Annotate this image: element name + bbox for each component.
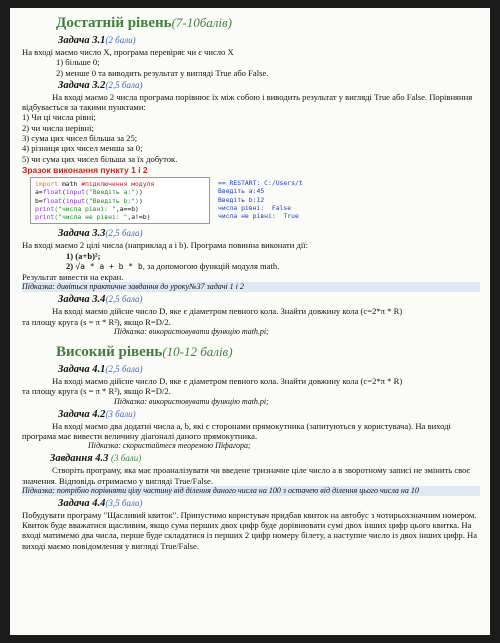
list-item: 1) більше 0; [56,57,100,68]
document-page [10,8,490,635]
list-item: 3) сума цих чисел більша за 25; [22,133,138,144]
task-3-1-title: Задача 3.1(2 бали) [58,35,136,46]
example-code-area [30,177,480,224]
task-3-1-intro: На вході маємо число X, програма перевіряє чи є число X [22,47,234,57]
task-4-1-title: Задача 4.1(2,5 бала) [58,364,143,376]
program-output: == RESTART: C:/Users/t Введіть a:45 Введіть b:12 числа рівні: False числа не рівні: True [218,179,303,221]
task-4-4-title: Задача 4.4(3,5 бала) [58,497,143,509]
example-title: Зразок виконання пункту 1 і 2 [22,164,148,175]
task-3-3-list [66,251,480,273]
list-item: 5) чи сума цих чисел більша за їх добуток. [22,153,178,164]
list-item: 4) різниця цих чисел менша за 0; [22,143,143,154]
task-3-4-title: Задача 3.4(2,5 бала) [58,294,143,306]
task-3-2-list [22,112,480,163]
task-3-3-result: Результат вивести на екран. [22,272,124,283]
section-title-sufficient: Достатній рівень(7-10балів) [56,15,233,31]
task-3-3-hint: Підказка: дивіться практичне завдання до уроку№37 задачі 1 і 2 [22,282,480,292]
task-3-4-text-2: та площу круга (s = π * R²), якщо R=D/2. [22,316,171,327]
list-item: 2) чи числа нерівні; [22,122,94,133]
task-3-4-text: На вході маємо дійсне число D, яке є діаметром певного кола. Знайти довжину кола (c=2*π * R) [52,306,403,317]
task-4-3-text: Створіть програму, яка має проаналізувати чи введене тризначне ціле число a в зворотному записі не змінить своє значення. Відповідь отримаємо у вигляді True/False. [22,465,471,486]
task-4-2-hint: Підказка: скористайтеся теоремою Піфагора; [88,441,251,451]
task-3-3-intro: На вході маємо 2 цілі числа (наприклад a і b). Програма повинна виконати дії: [22,240,308,251]
list-item: 2) менше 0 та виводить результат у вигляді True або False. [56,67,269,78]
task-3-2-intro: На вході маємо 2 числа програма порівнює їх між собою і виводить результат у вигляді True або False. Порівняння відбувається за такими пунктами: [22,91,473,113]
task-4-2-title: Задача 4.2(3 бали) [58,408,136,420]
task-4-2-text: На вході маємо два додатні числа a, b, які є сторонами прямокутника (запитуються у користувача). На виході програма має вивести величину діагоналі даного прямокутника. [22,420,451,441]
task-4-1-hint: Підказка: використовувати функцію math.pi; [114,396,269,406]
task-3-3-title: Задача 3.3(2,5 бала) [58,228,143,240]
section-title-high: Високий рівень(10-12 балів) [56,344,233,361]
task-3-1-list [22,57,480,78]
list-item: 1) (a+b)²; [66,250,101,261]
task-4-3-title: Завдання 4.3 (3 бали) [50,453,142,465]
task-4-4-text: Побудувати програму "Щасливий квиток". Припустимо користувач придбав квиток на автобус з чотирьохзначним номером. Квиток буде вважатися щасливим, якщо сума перших двох цифр буде дорівнювати сумі двох інших цифр цього квитка. На вході матимемо два числа, перше буде складатися із перших 2 цифр номеру білету, а наступне число із двох інших цифр. На виході маємо повідомлення у вигляді True/False. [22,509,478,551]
code-listing: import math #підключення модуля a=float(input("Введіть a:")) b=float(input("Введіть b:")) print("числа рівні: ",a==b) print("числа не рівні: ",a!=b) [30,177,210,224]
task-4-1-text-2: та площу круга (s = π * R²), якщо R=D/2. [22,386,171,397]
task-3-2-title: Задача 3.2(2,5 бала) [58,79,143,91]
task-4-1-text: На вході маємо дійсне число D, яке є діаметром певного кола. Знайти довжину кола (c=2*π * R) [52,376,403,387]
list-item: 2) √a * a + b * b, за допомогою функцій модуля math. [66,260,280,271]
task-3-4-hint: Підказка: використовувати функцію math.pi; [114,327,269,337]
list-item: 1) Чи ці числа рівні; [22,112,96,123]
task-4-3-hint: Підказка: потрібно порівняти цілу частину від ділення даного числа на 100 з остачею від ділення цього числа на 10 [22,486,480,496]
